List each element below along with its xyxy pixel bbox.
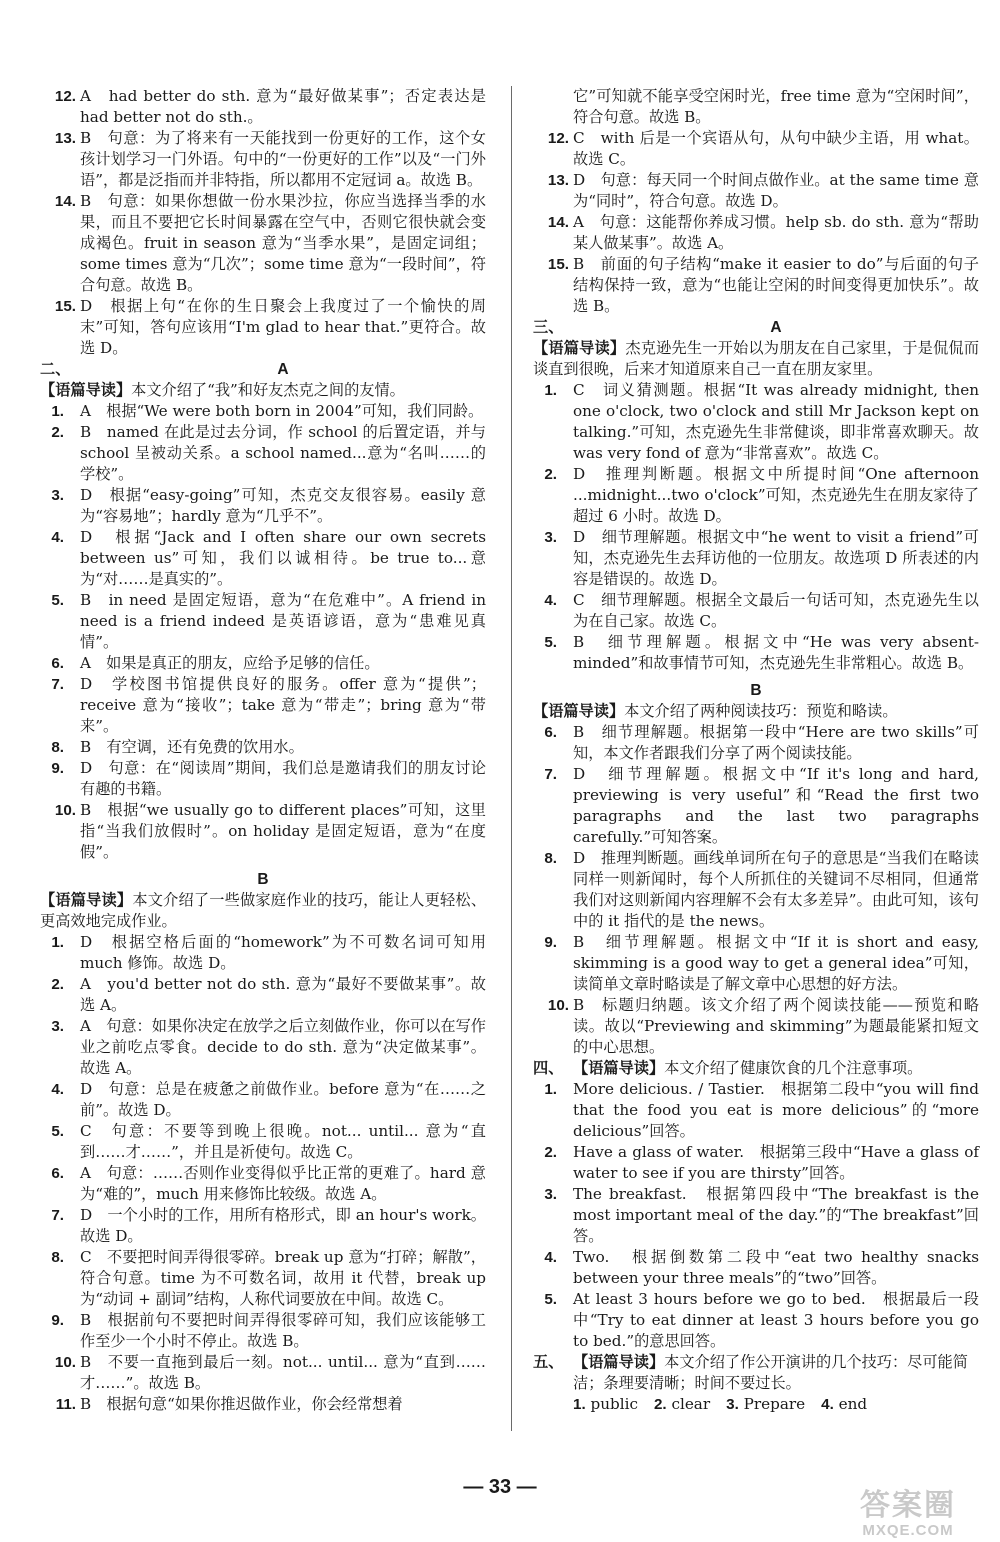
answer-item xyxy=(533,848,979,932)
answer-number: 9. xyxy=(51,1312,64,1329)
answer-text: C 句意：不要等到晚上很晚。not... until... 意为“直到……才……”，并且是祈使句。故选 C。 xyxy=(80,1122,486,1161)
section-2-header xyxy=(40,359,486,380)
answer-number: 12. xyxy=(547,130,569,147)
answer-number: 10. xyxy=(54,1354,76,1371)
answer-item xyxy=(533,764,979,848)
section-4-answers xyxy=(533,1079,979,1352)
answer-item xyxy=(533,995,979,1058)
answer-number: 2. xyxy=(653,1396,667,1413)
answer-item xyxy=(533,527,979,590)
answer-number: 10. xyxy=(547,997,569,1014)
answer-number: 9. xyxy=(51,760,64,777)
answer-item xyxy=(40,296,486,359)
answer-text: Prepare xyxy=(743,1395,806,1413)
answer-text: D 一个小时的工作，用所有格形式，即 an hour's work。故选 D。 xyxy=(80,1206,486,1245)
answer-item xyxy=(533,722,979,764)
answer-text: A 句意：如果你决定在放学之后立刻做作业，你可以在写作业之前吃点零食。decide to do sth. 意为“决定做某事”。故选 A。 xyxy=(80,1017,486,1077)
answer-number: 7. xyxy=(51,1207,64,1224)
section-2b-answers xyxy=(40,932,486,1415)
column-divider xyxy=(511,86,512,1431)
section-4-header xyxy=(533,1058,979,1079)
answer-item xyxy=(40,1079,486,1121)
guide-text: 杰克逊先生一开始以为朋友在自己家里，于是侃侃而谈直到很晚，后来才知道原来自己一直在朋友家里。 xyxy=(533,339,980,378)
answer-text: B 句意：如果你想做一份水果沙拉，你应当选择当季的水果，而且不要把它长时间暴露在空气中，否则它很快就会变成褐色。fruit in season 意为“当季水果”，是固定词组；some times 意为“几次”；some time 意为“一段时间”，符合句意。故选 B。 xyxy=(80,192,486,294)
answer-text: D 句意：每天同一个时间点做作业。at the same time 意为“同时”，符合句意。故选 D。 xyxy=(573,171,979,210)
answer-item xyxy=(40,800,486,863)
answer-text: Two. 根据倒数第二段中“eat two healthy snacks between your three meals”的“two”回答。 xyxy=(573,1248,979,1287)
answer-number: 1. xyxy=(544,1081,557,1098)
answer-item xyxy=(533,254,979,317)
guide-text: 本文介绍了作公开演讲的几个技巧：尽可能简洁；条理要清晰；时间不要过长。 xyxy=(573,1353,968,1392)
answer-number: 13. xyxy=(547,172,569,189)
answer-number: 5. xyxy=(51,592,64,609)
passage-letter-a: A xyxy=(277,361,289,378)
guide-text: 本文介绍了健康饮食的几个注意事项。 xyxy=(664,1059,923,1077)
answer-text: A 句意：……否则作业变得似乎比正常的更难了。hard 意为“难的”，much 用来修饰比较级。故选 A。 xyxy=(80,1164,486,1203)
answer-text: A had better do sth. 意为“最好做某事”；否定表达是 had better not do sth.。 xyxy=(80,87,486,126)
answer-number: 1. xyxy=(544,382,557,399)
passage-guide xyxy=(40,380,486,401)
answer-number: 6. xyxy=(51,1165,64,1182)
answer-number: 8. xyxy=(51,1249,64,1266)
section-3b-answers xyxy=(533,722,979,1058)
section-3a-answers xyxy=(533,380,979,674)
section-mark: 三、 xyxy=(533,318,564,336)
answer-text: B 根据前句不要把时间弄得很零碎可知，我们应该能够工作至少一个小时不停止。故选 B。 xyxy=(80,1311,486,1350)
answer-text: clear xyxy=(671,1395,711,1413)
right-answers-1 xyxy=(533,128,979,317)
section-5-header xyxy=(533,1352,979,1394)
fill-answer xyxy=(821,1395,867,1413)
answer-item xyxy=(40,1163,486,1205)
answer-item xyxy=(40,974,486,1016)
answer-text: A you'd better not do sth. 意为“最好不要做某事”。故选 A。 xyxy=(80,975,486,1014)
passage-guide xyxy=(533,338,979,380)
section-2a-answers xyxy=(40,401,486,863)
answer-item xyxy=(533,1184,979,1247)
guide-text: 本文介绍了“我”和好友杰克之间的友情。 xyxy=(131,381,405,399)
answer-number: 3. xyxy=(726,1396,739,1413)
answer-number: 8. xyxy=(544,850,557,867)
answer-item xyxy=(533,170,979,212)
answer-item xyxy=(533,590,979,632)
left-answers-1 xyxy=(40,86,486,359)
answer-item xyxy=(40,1205,486,1247)
answer-item xyxy=(533,1289,979,1352)
answer-number: 6. xyxy=(51,655,64,672)
guide-tag: 【语篇导读】 xyxy=(533,702,625,720)
answer-text: D 学校图书馆提供良好的服务。offer 意为“提供”；receive 意为“接收”；take 意为“带走”；bring 意为“带来”。 xyxy=(80,675,486,735)
answer-item xyxy=(533,212,979,254)
answer-number: 12. xyxy=(54,88,76,105)
answer-text: public xyxy=(590,1395,638,1413)
answer-number: 1. xyxy=(573,1396,586,1413)
answer-text: B 前面的句子结构“make it easier to do”与后面的句子结构保持一致，意为“也能让空闲的时间变得更加快乐”。故选 B。 xyxy=(573,255,979,315)
answer-text: D 细节理解题。根据文中“he went to visit a friend”可知，杰克逊先生去拜访他的一位朋友。故选项 D 所表述的内容是错误的。故选 D。 xyxy=(573,528,979,588)
answer-text: D 根据空格后面的“homework”为不可数名词可知用 much 修饰。故选 D。 xyxy=(80,933,486,972)
continued-answer xyxy=(533,86,979,128)
answer-number: 6. xyxy=(544,724,557,741)
answer-number: 4. xyxy=(51,529,64,546)
answer-text: D 句意：总是在疲惫之前做作业。before 意为“在……之前”。故选 D。 xyxy=(80,1080,486,1119)
answer-item xyxy=(40,128,486,191)
answer-item xyxy=(40,758,486,800)
answer-text: D 推理判断题。根据文中所提时间“One afternoon ...midnight...two o'clock”可知，杰克逊先生在朋友家待了超过 6 小时。故选 D。 xyxy=(573,465,979,525)
guide-text: 本文介绍了一些做家庭作业的技巧，能让人更轻松、更高效地完成作业。 xyxy=(40,891,487,930)
answer-number: 15. xyxy=(54,298,76,315)
answer-number: 3. xyxy=(544,1186,557,1203)
answer-item xyxy=(40,1016,486,1079)
answer-item xyxy=(40,653,486,674)
answer-item xyxy=(40,527,486,590)
answer-text: D 根据上句“在你的生日聚会上我度过了一个愉快的周末”可知，答句应该用“I'm glad to hear that.”更符合。故选 D。 xyxy=(80,297,486,357)
answer-number: 14. xyxy=(54,193,76,210)
answer-number: 1. xyxy=(51,934,64,951)
answer-item xyxy=(40,86,486,128)
answer-text: A 句意：这能帮你养成习惯。help sb. do sth. 意为“帮助某人做某事”。故选 A。 xyxy=(573,213,979,252)
answer-text: end xyxy=(838,1395,868,1413)
answer-text: 它”可知就不能享受空闲时光，free time 意为“空闲时间”，符合句意。故选 B。 xyxy=(573,87,979,126)
answer-number: 9. xyxy=(544,934,557,951)
guide-text: 本文介绍了两种阅读技巧：预览和略读。 xyxy=(624,702,898,720)
answer-number: 14. xyxy=(547,214,569,231)
answer-text: A 根据“We were both born in 2004”可知，我们同龄。 xyxy=(80,402,484,420)
page-number: — 33 — xyxy=(463,1476,537,1498)
answer-item xyxy=(533,380,979,464)
answer-text: A 如果是真正的朋友，应给予足够的信任。 xyxy=(80,654,380,672)
answer-item xyxy=(40,674,486,737)
passage-guide xyxy=(40,890,486,932)
passage-letter-b: B xyxy=(750,682,762,699)
answer-number: 5. xyxy=(544,1291,557,1308)
answer-item xyxy=(533,632,979,674)
answer-text: C 细节理解题。根据全文最后一句话可知，杰克逊先生以为在自己家。故选 C。 xyxy=(573,591,979,630)
section-3-header xyxy=(533,317,979,338)
answer-text: B in need 是固定短语，意为“在危难中”。A friend in need is a friend indeed 是英语谚语，意为“患难见真情”。 xyxy=(80,591,486,651)
answer-text: B named 在此是过去分词，作 school 的后置定语，并与 school 呈被动关系。a school named...意为“名叫……的学校”。 xyxy=(80,423,486,483)
answer-number: 5. xyxy=(51,1123,64,1140)
answer-item xyxy=(40,932,486,974)
passage-guide xyxy=(533,701,979,722)
answer-item xyxy=(40,1394,486,1415)
answer-text: B 细节理解题。根据文中“He was very absent-minded”和故事情节可知，杰克逊先生非常粗心。故选 B。 xyxy=(573,633,979,672)
answer-number: 2. xyxy=(544,1144,557,1161)
answer-item xyxy=(533,932,979,995)
answer-item xyxy=(40,1247,486,1310)
answer-text: Have a glass of water. 根据第三段中“Have a glass of water to see if you are thirsty”回答。 xyxy=(573,1143,979,1182)
answer-text: B 句意：为了将来有一天能找到一份更好的工作，这个女孩计划学习一门外语。句中的“一份更好的工作”以及“一门外语”，都是泛指而并非特指，所以都用不定冠词 a。故选 B。 xyxy=(80,129,486,189)
answer-number: 10. xyxy=(54,802,76,819)
left-column xyxy=(40,86,486,1415)
answer-number: 2. xyxy=(544,466,557,483)
answer-text: B 标题归纳题。该文介绍了两个阅读技能——预览和略读。故以“Previewing and skimming”为题最能紧扣短文的中心思想。 xyxy=(573,996,979,1056)
answer-text: B 根据“we usually go to different places”可知，这里指“当我们放假时”。on holiday 是固定短语，意为“在度假”。 xyxy=(80,801,486,861)
answer-item xyxy=(40,401,486,422)
answer-number: 13. xyxy=(54,130,76,147)
answer-item xyxy=(40,1121,486,1163)
guide-tag: 【语篇导读】 xyxy=(40,891,133,909)
answer-text: C 词义猜测题。根据“It was already midnight, then one o'clock, two o'clock and still Mr Jackson kept on talking.”可知，杰克逊先生非常健谈，即非常喜欢聊天。故 was very fond of 意为“非常喜欢”。故选 C。 xyxy=(573,381,979,462)
passage-letter-b: B xyxy=(257,871,269,888)
answer-text: D 根据“Jack and I often share our own secrets between us”可知，我们以诚相待。be true to...意为“对……是真实的”。 xyxy=(80,528,486,588)
guide-tag: 【语篇导读】 xyxy=(533,339,626,357)
guide-tag: 【语篇导读】 xyxy=(573,1059,665,1077)
answer-text: The breakfast. 根据第四段中“The breakfast is the most important meal of the day.”的“The breakfast”回答。 xyxy=(573,1185,979,1245)
answer-text: D 细节理解题。根据文中“If it's long and hard, previewing is very useful”和“Read the first two paragraphs and the last two paragraphs carefully.”可知答案。 xyxy=(573,765,979,846)
answer-number: 4. xyxy=(821,1396,834,1413)
answer-item xyxy=(40,590,486,653)
answer-text: D 根据“easy-going”可知，杰克交友很容易。easily 意为“容易地”；hardly 意为“几乎不”。 xyxy=(80,486,486,525)
answer-text: B 细节理解题。根据文中“If it is short and easy, skimming is a good way to get a general idea”可知，读简单文章时略读是了解文章中心思想的好方法。 xyxy=(573,933,979,993)
guide-tag: 【语篇导读】 xyxy=(40,381,132,399)
answer-text: More delicious. / Tastier. 根据第二段中“you will find that the food you eat is more delicious”的“more delicious”回答。 xyxy=(573,1080,979,1140)
answer-text: C 不要把时间弄得很零碎。break up 意为“打碎；解散”，符合句意。time 为不可数名词，故用 it 代替，break up 为“动词 + 副词”结构，人称代词要放在中间。故选 C。 xyxy=(80,1248,486,1308)
guide-tag: 【语篇导读】 xyxy=(573,1353,665,1371)
answer-text: B 不要一直拖到最后一刻。not... until... 意为“直到……才……”。故选 B。 xyxy=(80,1353,486,1392)
answer-text: D 推理判断题。画线单词所在句子的意思是“当我们在略读同样一则新闻时，每个人所抓住的关键词不尽相同，但通常我们对这则新闻内容理解不会有太多差异”。由此可知，该句中的 it 指代的是 the news。 xyxy=(573,849,979,930)
right-column xyxy=(533,86,979,1415)
answer-number: 7. xyxy=(51,676,64,693)
fill-answer xyxy=(573,1395,638,1413)
answer-text: C with 后是一个宾语从句，从句中缺少主语，用 what。故选 C。 xyxy=(573,129,979,168)
answer-number: 2. xyxy=(51,976,64,993)
answer-item xyxy=(533,1142,979,1184)
answer-number: 1. xyxy=(51,403,64,420)
answer-text: B 有空调，还有免费的饮用水。 xyxy=(80,738,304,756)
answer-number: 4. xyxy=(51,1081,64,1098)
answer-number: 11. xyxy=(55,1396,76,1413)
answer-item xyxy=(533,128,979,170)
answer-item xyxy=(40,737,486,758)
answer-item xyxy=(40,422,486,485)
answer-item xyxy=(533,1079,979,1142)
answer-text: B 根据句意“如果你推迟做作业，你会经常想着 xyxy=(80,1395,403,1413)
answer-number: 3. xyxy=(51,1018,64,1035)
section-mark: 四、 xyxy=(533,1059,564,1077)
answer-number: 4. xyxy=(544,1249,557,1266)
answer-number: 8. xyxy=(51,739,64,756)
answer-item xyxy=(533,464,979,527)
answer-text: D 句意：在“阅读周”期间，我们总是邀请我们的朋友讨论有趣的书籍。 xyxy=(80,759,486,798)
answer-item xyxy=(40,485,486,527)
fill-answer xyxy=(726,1395,805,1413)
fill-answer xyxy=(654,1395,710,1413)
answer-number: 15. xyxy=(547,256,569,273)
answer-number: 4. xyxy=(544,592,557,609)
answer-item xyxy=(40,191,486,296)
answer-text: At least 3 hours before we go to bed. 根据最后一段中“Try to eat dinner at least 3 hours before you go to bed.”的意思回答。 xyxy=(573,1290,979,1350)
section-mark: 五、 xyxy=(533,1353,564,1371)
answer-item xyxy=(40,1310,486,1352)
answer-number: 5. xyxy=(544,634,557,651)
answer-text: B 细节理解题。根据第一段中“Here are two skills”可知，本文作者跟我们分享了两个阅读技能。 xyxy=(573,723,979,762)
answer-number: 3. xyxy=(51,487,64,504)
answer-item xyxy=(533,1247,979,1289)
passage-letter-a: A xyxy=(770,319,782,336)
answer-number: 7. xyxy=(544,766,557,783)
section-5-answers xyxy=(533,1394,979,1415)
answer-item xyxy=(40,1352,486,1394)
answer-number: 3. xyxy=(544,529,557,546)
section-mark: 二、 xyxy=(40,360,71,378)
watermark-logo: 答案圈 MXQE.COM xyxy=(860,1489,956,1539)
answer-number: 2. xyxy=(51,424,64,441)
